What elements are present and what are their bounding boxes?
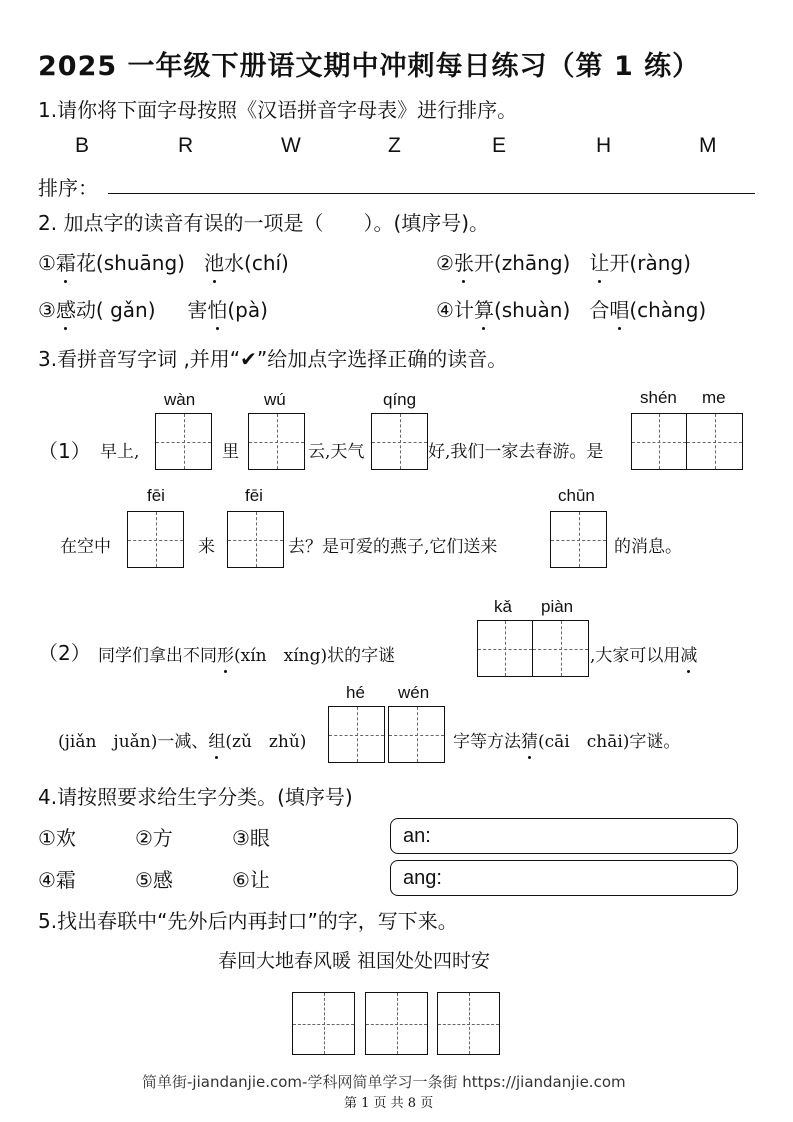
pinyin-label: kǎ [494,597,512,616]
page-title: 2025 一年级下册语文期中冲刺每日练习（第 1 练） [38,51,701,82]
question-4-prompt: 4.请按照要求给生字分类。(填序号) [38,785,353,809]
sentence-text: 同学们拿出不同形(xín xíng)状的字谜 [98,641,395,666]
character-item: ④霜 [38,868,76,892]
an-label: an: [403,825,431,847]
character-item: ②方 [135,826,173,850]
sentence-text: (jiǎn juǎn)一减、组(zǔ zhǔ) [58,727,306,752]
writing-grid[interactable] [127,511,184,568]
sentence-text: 字等方法猜(cāi chāi)字谜。 [453,727,680,752]
option-1[interactable]: ①霜花(shuāng) 池水(chí) [38,247,289,276]
letter: B [75,134,90,157]
question-5-prompt: 5.找出春联中“先外后内再封口”的字，写下来。 [38,909,458,933]
pinyin-label: wén [398,683,430,702]
writing-grid[interactable] [371,413,428,470]
pinyin-label: wú [264,390,286,409]
letter: E [492,134,507,157]
sentence-text: 早上, [100,442,140,462]
character-item: ⑤感 [135,868,173,892]
page-number: 第 1 页 共 8 页 [344,1096,434,1111]
pinyin-label: fēi [245,486,263,505]
pinyin-label: me [702,388,726,407]
sentence-text: 云,天气 [308,442,365,462]
writing-grid[interactable] [328,706,385,763]
pinyin-label: qíng [383,390,417,409]
pinyin-label: fēi [147,486,165,505]
letter: M [699,134,717,157]
character-item: ⑥让 [232,868,270,892]
letter: H [596,134,612,157]
sentence-text: 来 [198,537,215,557]
sentence-text: 去？是可爱的燕子,它们送来 [288,537,498,557]
pinyin-label: wàn [164,390,196,409]
writing-grid[interactable] [292,992,355,1055]
sentence-text: 好,我们一家去春游。是 [428,442,604,462]
ang-label: ang: [403,867,442,889]
option-3[interactable]: ③感动( gǎn) 害怕(pà) [38,294,268,323]
letter: Z [388,134,401,157]
question-3-prompt: 3.看拼音写字词 ,并用“✔”给加点字选择正确的读音。 [38,347,508,371]
character-item: ①欢 [38,826,76,850]
question-1-prompt: 1.请你将下面字母按照《汉语拼音字母表》进行排序。 [38,98,518,122]
writing-grid[interactable] [631,413,743,470]
option-2[interactable]: ②张开(zhāng) 让开(ràng) [436,247,691,276]
writing-grid[interactable] [550,511,607,568]
letter: W [281,134,301,157]
pinyin-label: chūn [558,486,595,505]
writing-grid[interactable] [437,992,500,1055]
character-item: ③眼 [232,826,270,850]
sentence-text: ,大家可以用减 [590,641,697,666]
writing-grid[interactable] [388,706,445,763]
sub-question-1-label: （1） [38,439,91,463]
sub-question-2-label: （2） [38,641,91,665]
writing-grid[interactable] [155,413,212,470]
writing-grid[interactable] [227,511,284,568]
sort-answer-line[interactable] [108,193,755,194]
writing-grid[interactable] [365,992,428,1055]
an-answer-box[interactable] [390,818,738,854]
writing-grid[interactable] [477,620,589,677]
sentence-text: 的消息。 [614,537,682,557]
writing-grid[interactable] [248,413,305,470]
sort-answer-label: 排序： [38,176,98,200]
ang-answer-box[interactable] [390,860,738,896]
pinyin-label: shén [640,388,677,407]
footer-site-text: 简单街-jiandanjie.com-学科网简单学习一条街 https://jiandanjie.com [142,1073,626,1091]
option-4[interactable]: ④计算(shuàn) 合唱(chàng) [436,294,706,323]
letter: R [178,134,194,157]
sentence-text: 在空中 [60,537,111,557]
pinyin-label: hé [346,683,365,702]
sentence-text: 里 [222,442,239,462]
question-2-prompt: 2. 加点字的读音有误的一项是（ ）。(填序号)。 [38,211,490,235]
couplet-text: 春回大地春风暖 祖国处处四时安 [218,950,491,972]
pinyin-label: piàn [541,597,574,616]
